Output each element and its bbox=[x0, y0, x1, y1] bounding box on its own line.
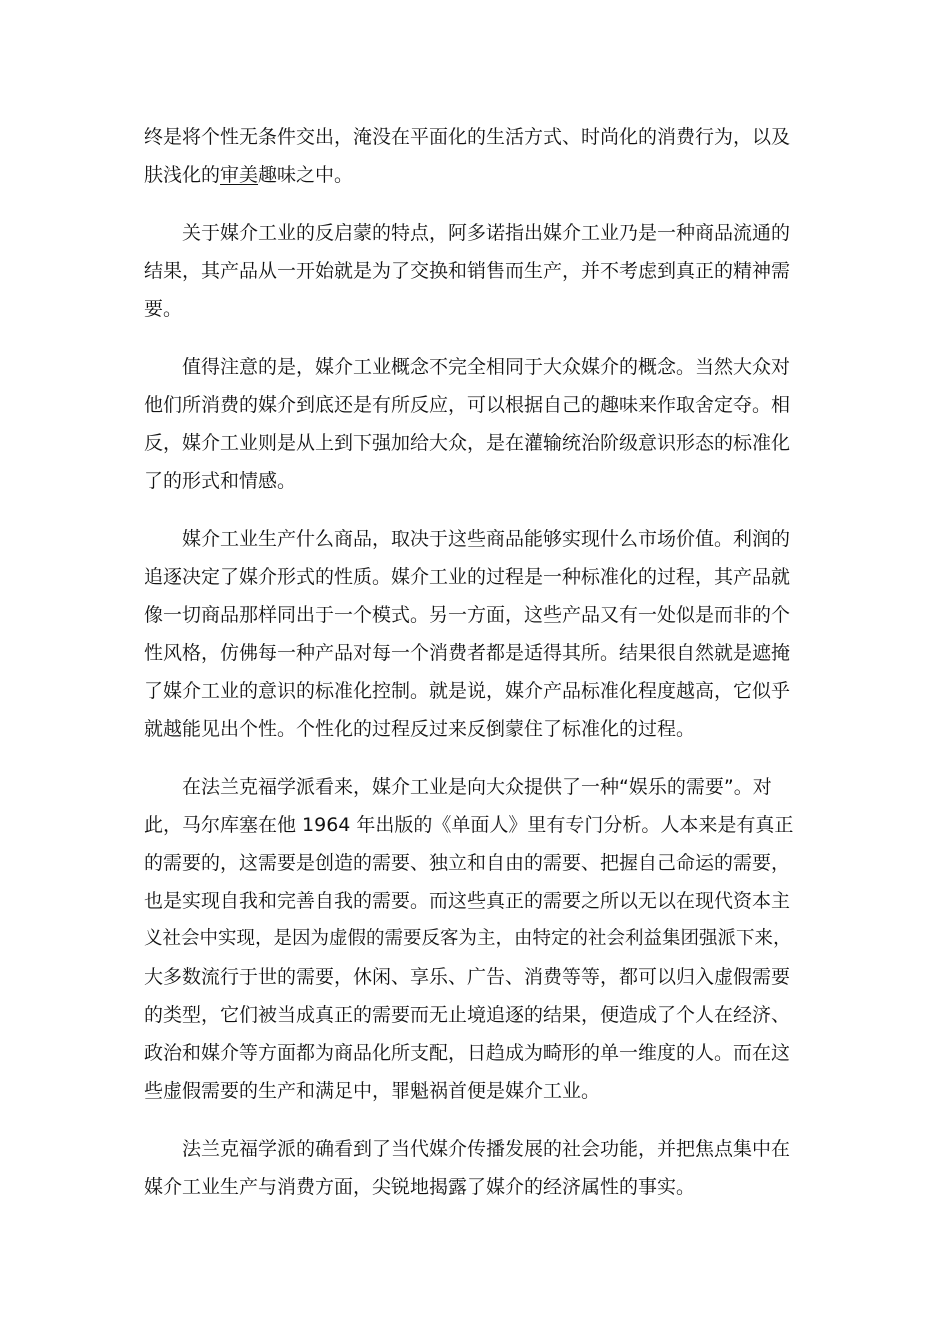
text-line: 追逐决定了媒介形式的性质。媒介工业的过程是一种标准化的过程，其产品就 bbox=[144, 566, 791, 588]
text-line: 些虚假需要的生产和满足中，罪魁祸首便是媒介工业。 bbox=[144, 1080, 601, 1102]
paragraph-2 bbox=[144, 214, 808, 328]
text-line: 了的形式和情感。 bbox=[144, 470, 297, 492]
text-line: 大多数流行于世的需要，休闲、享乐、广告、消费等等，都可以归入虚假需要 bbox=[144, 966, 791, 988]
text-line: 终是将个性无条件交出，淹没在平面化的生活方式、时尚化的消费行为，以及 bbox=[144, 126, 791, 148]
document-body bbox=[144, 118, 808, 1226]
text-line: 性风格，仿佛每一种产品对每一个消费者都是适得其所。结果很自然就是遮掩 bbox=[144, 642, 791, 664]
text-line: 反，媒介工业则是从上到下强加给大众，是在灌输统治阶级意识形态的标准化 bbox=[144, 432, 791, 454]
text-line: 就越能见出个性。个性化的过程反过来反倒蒙住了标准化的过程。 bbox=[144, 718, 696, 740]
text-line: 他们所消费的媒介到底还是有所反应，可以根据自己的趣味来作取舍定夺。相 bbox=[144, 394, 791, 416]
text-line: 的需要的，这需要是创造的需要、独立和自由的需要、把握自己命运的需要， bbox=[144, 852, 791, 874]
text-line: 了媒介工业的意识的标准化控制。就是说，媒介产品标准化程度越高，它似乎 bbox=[144, 680, 791, 702]
text-line: 肤浅化的审美趣味之中。 bbox=[144, 164, 354, 186]
paragraph-3 bbox=[144, 348, 808, 500]
text-line: 也是实现自我和完善自我的需要。而这些真正的需要之所以无以在现代资本主 bbox=[144, 890, 791, 912]
paragraph-6 bbox=[144, 1130, 808, 1206]
text-line: 关于媒介工业的反启蒙的特点，阿多诺指出媒介工业乃是一种商品流通的 bbox=[182, 222, 791, 244]
paragraph-5 bbox=[144, 768, 808, 1110]
text-line: 像一切商品那样同出于一个模式。另一方面，这些产品又有一处似是而非的个 bbox=[144, 604, 791, 626]
text-line: 法兰克福学派的确看到了当代媒介传播发展的社会功能，并把焦点集中在 bbox=[182, 1138, 791, 1160]
text-line: 在法兰克福学派看来，媒介工业是向大众提供了一种“娱乐的需要”。对 bbox=[182, 776, 772, 798]
underlined-word: 审美 bbox=[220, 164, 259, 186]
text-line: 要。 bbox=[144, 298, 183, 320]
text-line: 政治和媒介等方面都为商品化所支配，日趋成为畸形的单一维度的人。而在这 bbox=[144, 1042, 791, 1064]
text-line: 值得注意的是，媒介工业概念不完全相同于大众媒介的概念。当然大众对 bbox=[182, 356, 791, 378]
paragraph-4 bbox=[144, 520, 808, 748]
text-line: 媒介工业生产与消费方面，尖锐地揭露了媒介的经济属性的事实。 bbox=[144, 1176, 696, 1198]
paragraph-1 bbox=[144, 118, 808, 194]
text-line: 媒介工业生产什么商品，取决于这些商品能够实现什么市场价值。利润的 bbox=[182, 528, 791, 550]
text-line: 的类型，它们被当成真正的需要而无止境追逐的结果，便造成了个人在经济、 bbox=[144, 1004, 791, 1026]
text-line: 结果，其产品从一开始就是为了交换和销售而生产，并不考虑到真正的精神需 bbox=[144, 260, 791, 282]
text-line: 义社会中实现，是因为虚假的需要反客为主，由特定的社会利益集团强派下来， bbox=[144, 928, 792, 949]
text-line: 此，马尔库塞在他 1964 年出版的《单面人》里有专门分析。人本来是有真正 bbox=[144, 814, 794, 836]
